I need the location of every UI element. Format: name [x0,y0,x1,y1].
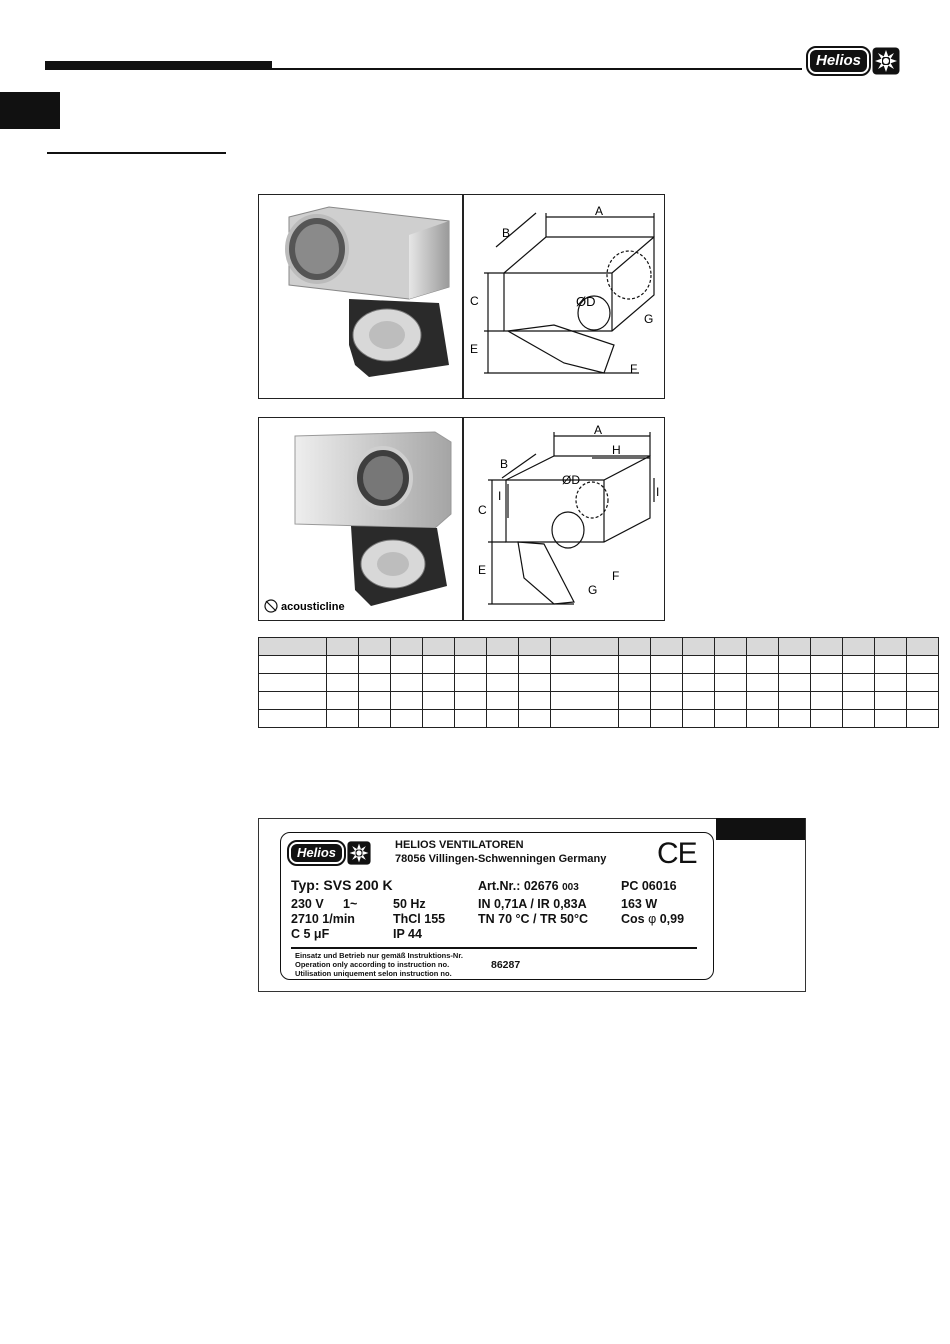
frequency: 50 Hz [393,897,426,911]
instruction-note-de: Einsatz und Betrieb nur gemäß Instruktions-Nr. [295,951,463,960]
dimension-drawing-bottom [464,418,664,620]
instruction-number: 86287 [491,959,521,971]
fan-icon [872,47,900,75]
dim-label-i-left: I [498,489,502,503]
power: 163 W [621,897,658,911]
dim-label-b: B [502,226,511,240]
header-thick-rule [45,61,272,70]
phase: 1~ [343,897,358,911]
power-factor-value: 0,99 [659,912,685,926]
section-tab-block [0,92,60,129]
dim-label-g: G [588,583,598,597]
dim-label-e: E [470,342,479,356]
voltage: 230 V [291,897,324,911]
protection-class: IP 44 [393,927,422,941]
article-number-suffix: 003 [562,882,579,893]
table-row [259,692,939,710]
rating-plate-tab [716,818,805,840]
dim-label-b: B [500,457,509,471]
dim-label-f: F [630,362,638,376]
dim-label-e: E [478,563,487,577]
article-number-main: Art.Nr.: 02676 [478,879,559,893]
production-code: PC 06016 [621,879,677,893]
temperature-rating: TN 70 °C / TR 50°C [478,912,589,926]
dim-label-d: ØD [576,294,596,309]
header-thin-rule [272,68,802,70]
speed: 2710 1/min [291,912,355,926]
table-row [259,710,939,728]
dim-label-c: C [470,294,479,308]
figure-bottom [258,417,665,621]
plate-rule [291,947,697,949]
section-rule [47,152,226,154]
article-number [478,879,579,893]
power-factor-label: Cos [621,912,645,926]
dimension-drawing-top [464,195,664,398]
product-photo-bottom [259,418,462,620]
dim-label-g: G [644,312,654,326]
acousticline-logo: acousticline [281,601,345,613]
table-header-row [259,638,939,656]
power-factor [621,912,684,926]
rating-plate [280,832,714,980]
dim-label-h: H [612,443,621,457]
capacitor: C 5 μF [291,927,330,941]
instruction-note-fr: Utilisation uniquement selon instruction no. [295,969,452,978]
fan-icon [347,841,371,865]
dim-label-i-right: I [656,485,660,499]
instruction-note-en: Operation only according to instruction no. [295,960,450,969]
helios-logo [808,47,900,75]
dim-label-d: ØD [562,473,580,487]
table-row [259,656,939,674]
dim-label-c: C [478,503,487,517]
product-photo-top [259,195,462,398]
helios-wordmark: Helios [808,48,869,74]
current: IN 0,71A / IR 0,83A [478,897,587,911]
plate-helios-logo [289,841,371,865]
type-designation: Typ: SVS 200 K [291,877,393,893]
spec-table [258,637,939,728]
dim-label-a: A [594,423,603,437]
dim-label-f: F [612,569,620,583]
dim-label-a: A [595,204,604,218]
figure-top [258,194,665,399]
phi-symbol: φ [648,912,657,926]
table-row [259,674,939,692]
plate-helios-wordmark: Helios [289,842,344,864]
thermal-class: ThCl 155 [393,912,446,926]
manufacturer-name: HELIOS VENTILATOREN [395,839,524,851]
ce-mark: CE [657,837,697,870]
manufacturer-address: 78056 Villingen-Schwenningen Germany [395,853,607,865]
